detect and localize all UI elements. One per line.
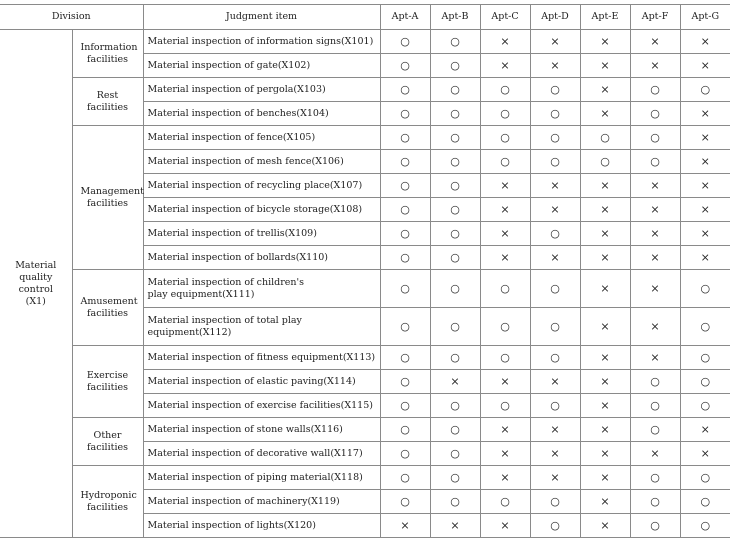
mark-apt-e: × xyxy=(580,54,630,78)
mark-apt-d: × xyxy=(530,246,580,270)
mark-apt-b: ○ xyxy=(430,246,480,270)
mark-apt-b: ○ xyxy=(430,490,480,514)
mark-apt-a: ○ xyxy=(380,150,430,174)
facility-group: Management facilities xyxy=(72,126,143,270)
mark-apt-f: ○ xyxy=(630,466,680,490)
judgment-item: Material inspection of trellis(X109) xyxy=(143,222,380,246)
table-row xyxy=(0,418,730,442)
mark-apt-a: ○ xyxy=(380,198,430,222)
mark-apt-b: ○ xyxy=(430,418,480,442)
facility-group: Rest facilities xyxy=(72,78,143,126)
mark-apt-c: × xyxy=(480,442,530,466)
mark-apt-d: × xyxy=(530,54,580,78)
mark-apt-a: ○ xyxy=(380,78,430,102)
mark-apt-a: ○ xyxy=(380,442,430,466)
mark-apt-f: × xyxy=(630,198,680,222)
mark-apt-c: ○ xyxy=(480,126,530,150)
mark-apt-g: × xyxy=(680,222,730,246)
judgment-item: Material inspection of piping material(X118) xyxy=(143,466,380,490)
mark-apt-b: ○ xyxy=(430,30,480,54)
mark-apt-e: × xyxy=(580,346,630,370)
mark-apt-a: ○ xyxy=(380,54,430,78)
mark-apt-g: ○ xyxy=(680,514,730,538)
mark-apt-e: × xyxy=(580,30,630,54)
mark-apt-d: × xyxy=(530,442,580,466)
judgment-item: Material inspection of pergola(X103) xyxy=(143,78,380,102)
mark-apt-e: × xyxy=(580,442,630,466)
table-row xyxy=(0,270,730,308)
mark-apt-b: × xyxy=(430,514,480,538)
mark-apt-e: × xyxy=(580,270,630,308)
judgment-item: Material inspection of fence(X105) xyxy=(143,126,380,150)
mark-apt-b: ○ xyxy=(430,126,480,150)
table-row xyxy=(0,126,730,150)
mark-apt-f: × xyxy=(630,442,680,466)
mark-apt-d: × xyxy=(530,466,580,490)
table-row xyxy=(0,346,730,370)
mark-apt-f: × xyxy=(630,54,680,78)
mark-apt-c: × xyxy=(480,222,530,246)
mark-apt-f: × xyxy=(630,270,680,308)
judgment-item: Material inspection of lights(X120) xyxy=(143,514,380,538)
mark-apt-c: ○ xyxy=(480,78,530,102)
mark-apt-c: ○ xyxy=(480,102,530,126)
judgment-item: Material inspection of elastic paving(X114) xyxy=(143,370,380,394)
mark-apt-e: × xyxy=(580,490,630,514)
mark-apt-d: ○ xyxy=(530,346,580,370)
mark-apt-d: ○ xyxy=(530,102,580,126)
mark-apt-e: × xyxy=(580,308,630,346)
judgment-item: Material inspection of gate(X102) xyxy=(143,54,380,78)
judgment-item: Material inspection of children's play equipment(X111) xyxy=(143,270,380,308)
table-row xyxy=(0,466,730,490)
mark-apt-a: × xyxy=(380,514,430,538)
mark-apt-a: ○ xyxy=(380,370,430,394)
mark-apt-f: ○ xyxy=(630,370,680,394)
mark-apt-b: ○ xyxy=(430,222,480,246)
mark-apt-e: × xyxy=(580,198,630,222)
mark-apt-e: × xyxy=(580,222,630,246)
header-apt-a: Apt-A xyxy=(380,5,430,30)
judgment-item: Material inspection of exercise facilities(X115) xyxy=(143,394,380,418)
mark-apt-a: ○ xyxy=(380,308,430,346)
mark-apt-g: × xyxy=(680,198,730,222)
header-apt-b: Apt-B xyxy=(430,5,480,30)
judgment-item: Material inspection of decorative wall(X117) xyxy=(143,442,380,466)
judgment-item: Material inspection of bollards(X110) xyxy=(143,246,380,270)
mark-apt-c: × xyxy=(480,30,530,54)
mark-apt-c: × xyxy=(480,54,530,78)
header-apt-f: Apt-F xyxy=(630,5,680,30)
mark-apt-a: ○ xyxy=(380,174,430,198)
mark-apt-e: ○ xyxy=(580,126,630,150)
header-apt-e: Apt-E xyxy=(580,5,630,30)
table-row xyxy=(0,78,730,102)
mark-apt-b: ○ xyxy=(430,346,480,370)
mark-apt-d: × xyxy=(530,370,580,394)
mark-apt-d: ○ xyxy=(530,394,580,418)
judgment-item: Material inspection of bicycle storage(X108) xyxy=(143,198,380,222)
mark-apt-e: × xyxy=(580,418,630,442)
facility-group: Information facilities xyxy=(72,30,143,78)
mark-apt-b: ○ xyxy=(430,54,480,78)
mark-apt-g: × xyxy=(680,30,730,54)
judgment-item: Material inspection of recycling place(X107) xyxy=(143,174,380,198)
mark-apt-c: ○ xyxy=(480,270,530,308)
mark-apt-d: ○ xyxy=(530,490,580,514)
mark-apt-g: × xyxy=(680,126,730,150)
mark-apt-a: ○ xyxy=(380,246,430,270)
mark-apt-a: ○ xyxy=(380,394,430,418)
mark-apt-a: ○ xyxy=(380,30,430,54)
mark-apt-e: × xyxy=(580,370,630,394)
mark-apt-f: × xyxy=(630,346,680,370)
mark-apt-a: ○ xyxy=(380,490,430,514)
mark-apt-f: × xyxy=(630,174,680,198)
mark-apt-d: ○ xyxy=(530,514,580,538)
mark-apt-b: ○ xyxy=(430,102,480,126)
mark-apt-a: ○ xyxy=(380,346,430,370)
header-division: Division xyxy=(0,5,143,30)
mark-apt-e: × xyxy=(580,102,630,126)
judgment-item: Material inspection of information signs(X101) xyxy=(143,30,380,54)
mark-apt-g: ○ xyxy=(680,394,730,418)
mark-apt-f: × xyxy=(630,222,680,246)
table-body xyxy=(0,30,730,538)
mark-apt-b: ○ xyxy=(430,150,480,174)
mark-apt-b: ○ xyxy=(430,308,480,346)
mark-apt-g: × xyxy=(680,442,730,466)
mark-apt-b: × xyxy=(430,370,480,394)
mark-apt-e: × xyxy=(580,394,630,418)
mark-apt-a: ○ xyxy=(380,270,430,308)
mark-apt-g: ○ xyxy=(680,490,730,514)
mark-apt-g: × xyxy=(680,54,730,78)
mark-apt-d: × xyxy=(530,198,580,222)
mark-apt-e: × xyxy=(580,246,630,270)
facility-group: Exercise facilities xyxy=(72,346,143,418)
mark-apt-f: ○ xyxy=(630,126,680,150)
mark-apt-b: ○ xyxy=(430,442,480,466)
mark-apt-e: × xyxy=(580,78,630,102)
mark-apt-f: ○ xyxy=(630,490,680,514)
mark-apt-c: ○ xyxy=(480,150,530,174)
mark-apt-a: ○ xyxy=(380,466,430,490)
mark-apt-g: × xyxy=(680,102,730,126)
mark-apt-b: ○ xyxy=(430,270,480,308)
division-material-quality-control: Material quality control (X1) xyxy=(0,30,72,538)
mark-apt-c: × xyxy=(480,418,530,442)
mark-apt-f: ○ xyxy=(630,150,680,174)
mark-apt-d: ○ xyxy=(530,222,580,246)
mark-apt-g: ○ xyxy=(680,370,730,394)
mark-apt-f: × xyxy=(630,308,680,346)
mark-apt-c: × xyxy=(480,514,530,538)
mark-apt-c: ○ xyxy=(480,308,530,346)
mark-apt-c: ○ xyxy=(480,490,530,514)
mark-apt-g: × xyxy=(680,418,730,442)
mark-apt-d: ○ xyxy=(530,270,580,308)
header-apt-g: Apt-G xyxy=(680,5,730,30)
mark-apt-g: × xyxy=(680,150,730,174)
mark-apt-g: × xyxy=(680,246,730,270)
mark-apt-g: × xyxy=(680,174,730,198)
judgment-item: Material inspection of total play equipment(X112) xyxy=(143,308,380,346)
mark-apt-d: ○ xyxy=(530,150,580,174)
mark-apt-e: × xyxy=(580,514,630,538)
judgment-item: Material inspection of mesh fence(X106) xyxy=(143,150,380,174)
facility-group: Amusement facilities xyxy=(72,270,143,346)
mark-apt-a: ○ xyxy=(380,418,430,442)
mark-apt-c: ○ xyxy=(480,394,530,418)
mark-apt-d: ○ xyxy=(530,78,580,102)
judgment-item: Material inspection of machinery(X119) xyxy=(143,490,380,514)
mark-apt-f: ○ xyxy=(630,394,680,418)
judgment-item: Material inspection of benches(X104) xyxy=(143,102,380,126)
mark-apt-g: ○ xyxy=(680,78,730,102)
mark-apt-b: ○ xyxy=(430,466,480,490)
mark-apt-a: ○ xyxy=(380,126,430,150)
facility-group: Other facilities xyxy=(72,418,143,466)
mark-apt-c: × xyxy=(480,198,530,222)
header-apt-d: Apt-D xyxy=(530,5,580,30)
mark-apt-g: ○ xyxy=(680,466,730,490)
mark-apt-c: × xyxy=(480,174,530,198)
mark-apt-a: ○ xyxy=(380,102,430,126)
mark-apt-f: × xyxy=(630,246,680,270)
table-row xyxy=(0,30,730,54)
mark-apt-f: ○ xyxy=(630,514,680,538)
facility-group: Hydroponic facilities xyxy=(72,466,143,538)
mark-apt-d: ○ xyxy=(530,308,580,346)
mark-apt-c: × xyxy=(480,370,530,394)
mark-apt-c: × xyxy=(480,246,530,270)
mark-apt-d: × xyxy=(530,174,580,198)
mark-apt-e: ○ xyxy=(580,150,630,174)
mark-apt-c: × xyxy=(480,466,530,490)
mark-apt-g: ○ xyxy=(680,346,730,370)
mark-apt-g: ○ xyxy=(680,308,730,346)
mark-apt-d: × xyxy=(530,30,580,54)
mark-apt-f: ○ xyxy=(630,418,680,442)
mark-apt-b: ○ xyxy=(430,198,480,222)
judgment-item: Material inspection of stone walls(X116) xyxy=(143,418,380,442)
mark-apt-e: × xyxy=(580,466,630,490)
table-header xyxy=(0,5,730,30)
mark-apt-f: ○ xyxy=(630,102,680,126)
mark-apt-d: × xyxy=(530,418,580,442)
mark-apt-b: ○ xyxy=(430,174,480,198)
mark-apt-f: ○ xyxy=(630,78,680,102)
header-apt-c: Apt-C xyxy=(480,5,530,30)
mark-apt-e: × xyxy=(580,174,630,198)
mark-apt-b: ○ xyxy=(430,78,480,102)
judgment-table xyxy=(0,4,730,538)
mark-apt-c: ○ xyxy=(480,346,530,370)
mark-apt-a: ○ xyxy=(380,222,430,246)
mark-apt-d: ○ xyxy=(530,126,580,150)
judgment-item: Material inspection of fitness equipment(X113) xyxy=(143,346,380,370)
header-judgment-item: Judgment item xyxy=(143,5,380,30)
mark-apt-g: ○ xyxy=(680,270,730,308)
mark-apt-b: ○ xyxy=(430,394,480,418)
mark-apt-f: × xyxy=(630,30,680,54)
